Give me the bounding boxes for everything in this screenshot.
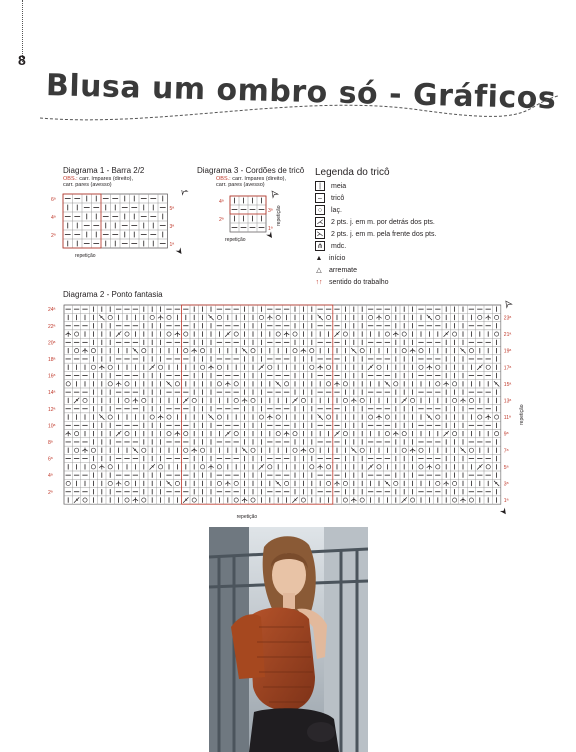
row-label-right: 1ª	[503, 498, 509, 505]
row-label-left: 6ª	[48, 456, 53, 463]
diagram3-title: Diagrama 3 - Cordões de tricô	[197, 166, 305, 175]
diagram1-obs	[63, 176, 133, 188]
row-label-left: 16ª	[48, 373, 56, 380]
row-label-left: 10ª	[48, 423, 56, 430]
row-label-left: 14ª	[48, 390, 56, 397]
knit-dash-icon: –	[315, 193, 325, 203]
row-label-left: 24ª	[48, 307, 56, 314]
diagram2-chart	[30, 299, 550, 530]
diagram1-chart	[50, 190, 200, 267]
row-label-right: 17ª	[503, 365, 512, 372]
row-label-right: 7ª	[503, 448, 509, 455]
diagram1-obs-line1: carr. ímpares (direito),	[79, 176, 133, 182]
row-label-left: 22ª	[48, 323, 56, 330]
legend-item	[315, 240, 436, 252]
row-label-left: 4ª	[51, 214, 56, 221]
row-label-left: 4ª	[48, 473, 53, 480]
page-number: 8	[18, 52, 26, 68]
legend-item	[315, 216, 436, 228]
legend-label: mdc.	[331, 242, 347, 250]
legend-item	[315, 264, 436, 276]
title-wave-decoration	[40, 88, 560, 128]
purl-vertical-icon: |	[315, 181, 325, 191]
diagram3-obs	[216, 176, 286, 188]
row-label-left: 4ª	[219, 198, 224, 205]
row-label-right: 9ª	[503, 431, 509, 438]
row-label-right: 3ª	[169, 223, 175, 230]
row-label-right: 11ª	[503, 415, 511, 422]
row-label-left: 18ª	[48, 357, 56, 364]
model-photo-illustration	[209, 527, 368, 752]
row-label-right: 1ª	[169, 241, 175, 248]
page-title: Blusa um ombro só - Gráficos	[45, 68, 557, 117]
k2tog-front-icon: ⋋	[316, 230, 324, 238]
start-arrow-icon	[266, 231, 274, 239]
row-label-right: 3ª	[503, 481, 509, 488]
legend-item	[315, 180, 436, 192]
row-label-right: 23ª	[503, 315, 512, 322]
repeat-label: repetição	[225, 237, 246, 243]
legend-item	[315, 252, 436, 264]
legend-label: tricô	[331, 194, 345, 202]
row-label-left: 6ª	[51, 196, 56, 203]
diagram3-obs-label: OBS.:	[216, 176, 231, 182]
diagram3-chart	[218, 190, 298, 255]
row-label-right: 13ª	[503, 398, 512, 405]
legend-label: 2 pts. j. em m. por detrás dos pts.	[331, 218, 435, 226]
row-label-right: 19ª	[503, 348, 512, 355]
row-label-right: 3ª	[268, 207, 273, 214]
bind-off-arrow-icon	[270, 190, 278, 198]
legend-list	[315, 180, 436, 288]
work-direction-icon: ↑↑	[315, 278, 323, 286]
row-label-left: 8ª	[48, 440, 53, 447]
row-label-left: 2ª	[219, 216, 224, 223]
bind-off-arrow-icon	[179, 190, 187, 195]
legend-label: 2 pts. j. em m. pela frente dos pts.	[331, 230, 437, 238]
legend-item	[315, 192, 436, 204]
row-label-left: 2ª	[51, 232, 56, 239]
row-label-left: 12ª	[48, 406, 56, 413]
row-label-right: 5ª	[169, 205, 175, 212]
side-repeat-label: repetição	[518, 404, 525, 425]
legend-item	[315, 276, 436, 288]
legend-label: arremate	[329, 266, 358, 274]
k2tog-back-icon: ⋌	[316, 218, 324, 226]
diagram1-obs-label: OBS.:	[63, 176, 78, 182]
model-photo	[209, 527, 368, 752]
repeat-label: repetição	[236, 514, 258, 521]
repeat-label: repetição	[75, 253, 96, 259]
legend-item	[315, 228, 436, 240]
start-arrow-icon: ▲	[315, 254, 323, 262]
legend-label: meia	[331, 182, 347, 190]
row-label-left: 20ª	[48, 340, 56, 347]
diagram2-title: Diagrama 2 - Ponto fantasia	[63, 290, 163, 299]
start-arrow-icon	[176, 247, 184, 255]
legend-label: início	[329, 254, 346, 262]
row-label-right: 21ª	[503, 332, 512, 339]
side-repeat-label: repetição	[276, 205, 282, 226]
legend-item	[315, 204, 436, 216]
yarn-over-circle-icon: ○	[315, 205, 325, 215]
diagram3-obs-line1: carr. ímpares (direito),	[232, 176, 286, 182]
row-label-right: 15ª	[503, 381, 512, 388]
row-label-right: 1ª	[268, 225, 273, 232]
bind-off-arrow-icon: △	[316, 266, 322, 274]
row-label-right: 5ª	[503, 464, 509, 471]
central-double-decrease-icon: ⋔	[315, 241, 325, 251]
diagram1-title: Diagrama 1 - Barra 2/2	[63, 166, 145, 175]
start-arrow-icon	[500, 508, 508, 516]
diagram3-obs-line2: carr. pares (avesso)	[216, 182, 265, 188]
diagram1-obs-line2: carr. pares (avesso)	[63, 182, 112, 188]
legend-title: Legenda do tricô	[315, 167, 390, 178]
row-label-left: 2ª	[48, 489, 53, 496]
legend-label: sentido do trabalho	[329, 278, 389, 286]
legend-label: laç.	[331, 206, 342, 214]
bind-off-arrow-icon	[503, 299, 511, 307]
